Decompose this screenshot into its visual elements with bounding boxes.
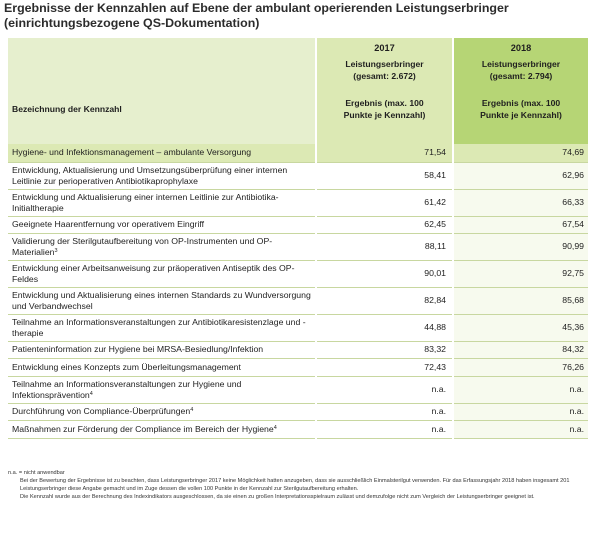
kennzahlen-table — [8, 38, 588, 439]
value-2017: 88,11 — [316, 233, 453, 260]
value-2018: 67,54 — [453, 216, 588, 233]
footnote — [8, 494, 588, 501]
result-2017-label: Ergebnis (max. 100 Punkte je Kennzahl) — [343, 98, 426, 120]
table-row — [8, 403, 588, 420]
value-2018: 76,26 — [453, 358, 588, 376]
footnote-text: Bei der Bewertung der Ergebnisse ist zu beachten, dass Leistungserbringer 2017 keine Möglichkeit hatten anzugeben, dass sie ausschließlich Einmalsterilgut verwenden. Für das Erfassungsjahr 2018 haben insgesamt 201 Leistungserbringer diese Angabe gemacht und im Zuge dessen die vollen 100 Punkte in der Kennzahl zur Sterilgutaufbereitung erhalten. — [20, 478, 570, 492]
value-2018: n.a. — [453, 376, 588, 403]
table-row — [8, 144, 588, 162]
table-row — [8, 189, 588, 216]
value-2017: 62,45 — [316, 216, 453, 233]
kennzahl-name: Durchführung von Compliance-Überprüfungen$^4$ — [8, 403, 316, 420]
table-row — [8, 216, 588, 233]
footnote — [8, 478, 588, 493]
kennzahl-name: Validierung der Sterilgutaufbereitung von OP-Instrumenten und OP-Materialien$^3$ — [8, 233, 316, 260]
footnote-number — [8, 494, 20, 501]
value-2018: 84,32 — [453, 341, 588, 358]
footnote-text: Die Kennzahl wurde aus der Berechnung des Indexindikators ausgeschlossen, da sie einen zu großen Interpretationsspielraum zulässt und demzufolge nicht zum Vergleich der Leistungserbringer geeignet ist. — [20, 494, 535, 501]
value-2018: 45,36 — [453, 314, 588, 341]
kennzahl-name: Maßnahmen zur Förderung der Compliance im Bereich der Hygiene$^4$ — [8, 420, 316, 438]
table-row — [8, 162, 588, 189]
kennzahl-name: Entwicklung und Aktualisierung einer internen Leitlinie zur Antibiotika-Initialtherapie — [8, 189, 316, 216]
kennzahl-name: Entwicklung einer Arbeitsanweisung zur präoperativen Antiseptik des OP-Feldes — [8, 260, 316, 287]
value-2017: 83,32 — [316, 341, 453, 358]
footnotes — [8, 470, 588, 503]
kennzahl-name: Geeignete Haarentfernung vor operativem Eingriff — [8, 216, 316, 233]
footnote-marker: 3 — [54, 247, 58, 254]
kennzahl-name: Teilnahme an Informationsveranstaltungen zur Antibiotikaresistenzlage und -therapie — [8, 314, 316, 341]
value-2018: 62,96 — [453, 162, 588, 189]
column-header-label: Bezeichnung der Kennzahl — [8, 38, 316, 144]
table-row — [8, 358, 588, 376]
kennzahl-name: Patienteninformation zur Hygiene bei MRSA-Besiedlung/Infektion — [8, 341, 316, 358]
footnote — [8, 470, 588, 477]
table-row — [8, 260, 588, 287]
table-row — [8, 341, 588, 358]
result-2018-label: Ergebnis (max. 100 Punkte je Kennzahl) — [480, 98, 562, 120]
table-row — [8, 376, 588, 403]
value-2017: n.a. — [316, 376, 453, 403]
value-2017: 71,54 — [316, 144, 453, 162]
column-header-2018 — [453, 38, 588, 144]
table-row — [8, 420, 588, 438]
footnote-text: n.a. = nicht anwendbar — [8, 470, 65, 476]
kennzahl-name: Entwicklung, Aktualisierung und Umsetzungsüberprüfung einer internen Leitlinie zur perioperativen Antibiotikaprophylaxe — [8, 162, 316, 189]
table-row — [8, 233, 588, 260]
page-title: Ergebnisse der Kennzahlen auf Ebene der ambulant operierenden Leistungserbringer (einrichtungsbezogene QS-Dokumentation) — [4, 1, 509, 30]
value-2018: n.a. — [453, 403, 588, 420]
kennzahl-name: Hygiene- und Infektionsmanagement – ambulante Versorgung — [8, 144, 316, 162]
year-2018-label: 2018 — [510, 43, 532, 53]
kennzahl-name: Teilnahme an Informationsveranstaltungen zur Hygiene und Infektionsprävention$^4$ — [8, 376, 316, 403]
value-2018: 92,75 — [453, 260, 588, 287]
value-2018: n.a. — [453, 420, 588, 438]
value-2017: 61,42 — [316, 189, 453, 216]
year-2017-label: 2017 — [374, 43, 395, 53]
value-2018: 85,68 — [453, 287, 588, 314]
providers-2017-label: Leistungserbringer (gesamt: 2.672) — [345, 59, 424, 81]
footnote-marker: 4 — [89, 390, 93, 397]
table-row — [8, 314, 588, 341]
kennzahl-name: Entwicklung eines Konzepts zum Überleitungsmanagement — [8, 358, 316, 376]
value-2018: 90,99 — [453, 233, 588, 260]
kennzahl-name: Entwicklung und Aktualisierung eines internen Standards zu Wundversorgung und Verbandwechsel — [8, 287, 316, 314]
value-2018: 66,33 — [453, 189, 588, 216]
footnote-number — [8, 478, 20, 485]
value-2017: 90,01 — [316, 260, 453, 287]
value-2017: 82,84 — [316, 287, 453, 314]
footnote-marker: 4 — [273, 424, 277, 431]
value-2017: n.a. — [316, 403, 453, 420]
table-row — [8, 287, 588, 314]
value-2017: n.a. — [316, 420, 453, 438]
providers-2018-label: Leistungserbringer (gesamt: 2.794) — [481, 59, 561, 81]
value-2017: 58,41 — [316, 162, 453, 189]
value-2018: 74,69 — [453, 144, 588, 162]
column-header-2017 — [316, 38, 453, 144]
footnote-marker: 4 — [190, 407, 194, 413]
value-2017: 72,43 — [316, 358, 453, 376]
value-2017: 44,88 — [316, 314, 453, 341]
